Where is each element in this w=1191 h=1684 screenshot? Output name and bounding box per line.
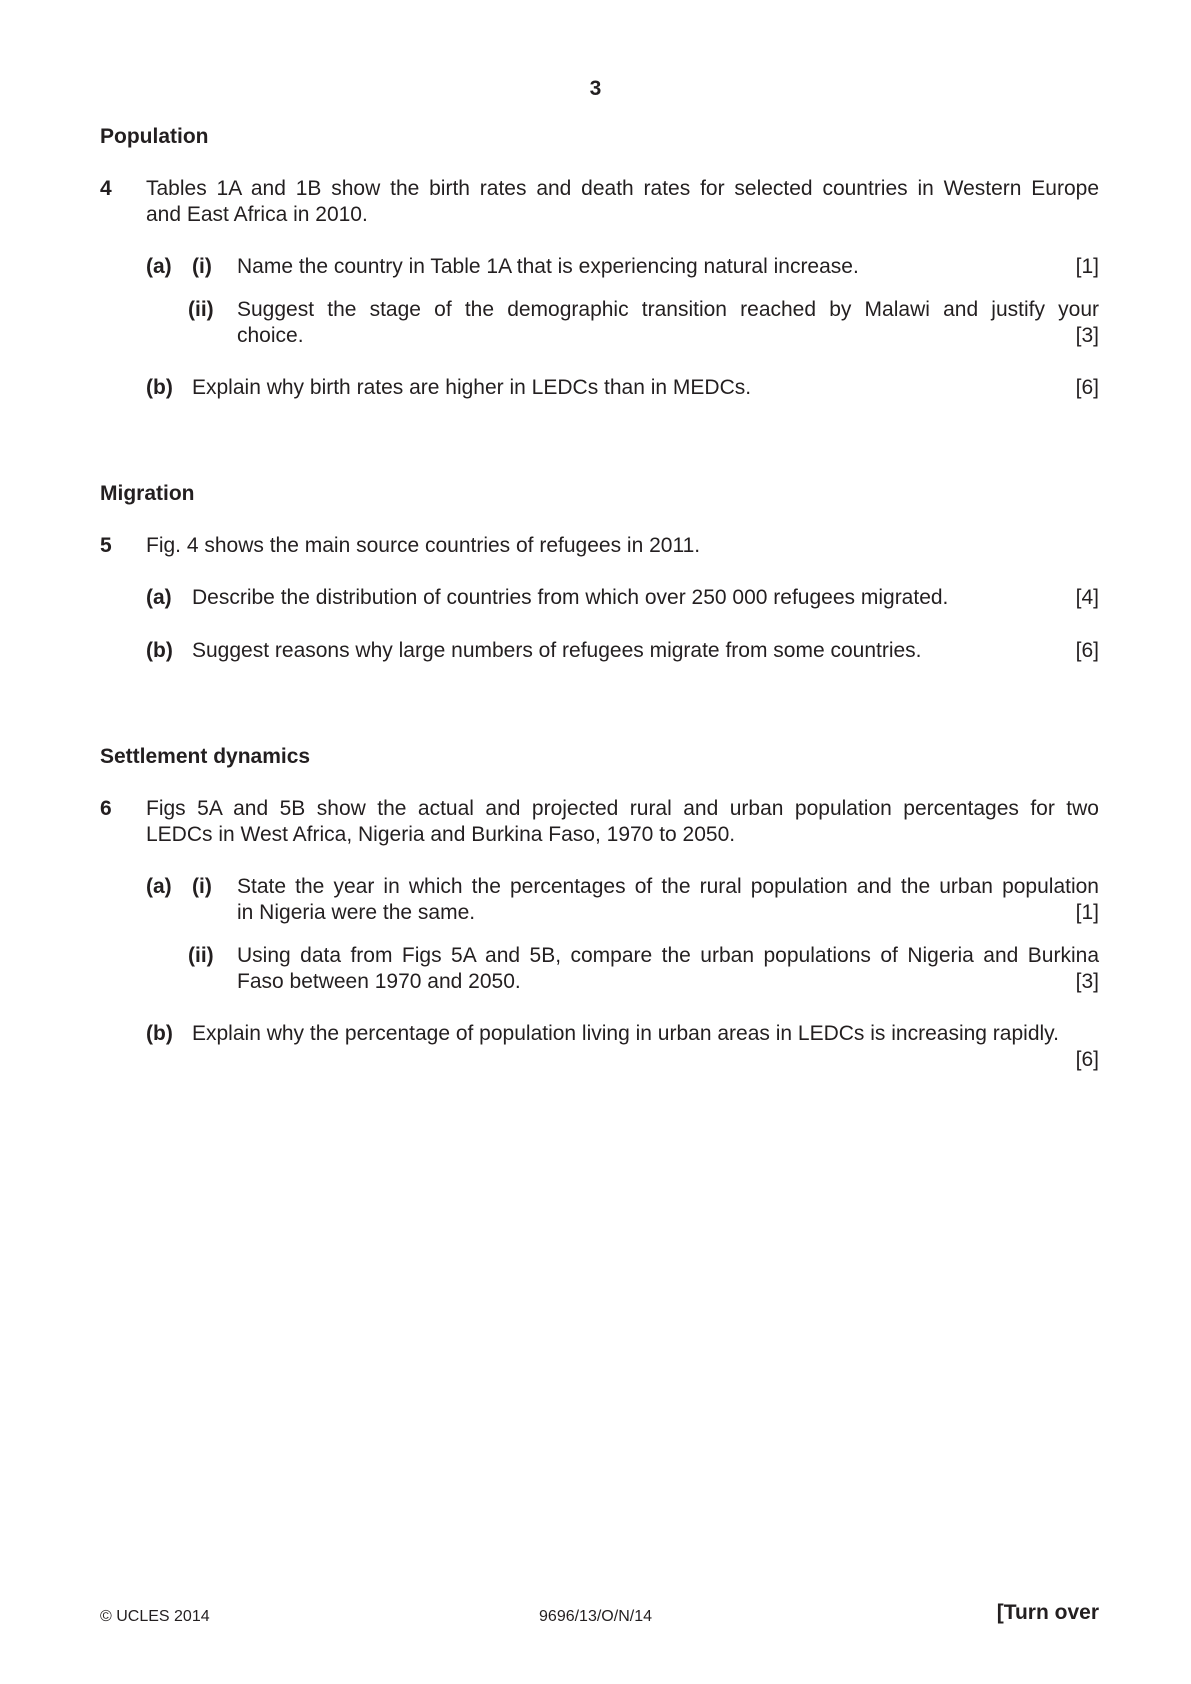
question-4a-i-marks: [1] [1075,255,1099,278]
question-number-5: 5 [100,534,112,557]
question-6-stem [146,796,1099,848]
question-4b-marks: [6] [1075,376,1099,399]
question-4b-label: (b) [146,376,173,399]
question-5-stem: Fig. 4 shows the main source countries of refugees in 2011. [146,534,701,557]
question-4a-ii-line1: Suggest the stage of the demographic transition reached by Malawi and justify your [237,298,1099,321]
question-6a-ii-line1: Using data from Figs 5A and 5B, compare the urban populations of Nigeria and Burkina [237,944,1099,967]
footer-paper-code: 9696/13/O/N/14 [539,1608,652,1625]
footer-turn-over: [Turn over [996,1601,1099,1624]
question-4a-label: (a) [146,255,172,278]
question-6-stem-line1: Figs 5A and 5B show the actual and projected rural and urban population percentages for two [146,797,1099,820]
question-4-stem [146,176,1099,228]
question-6b-text: Explain why the percentage of population living in urban areas in LEDCs is increasing rapidly. [192,1022,1059,1045]
question-6a-i-label: (i) [192,875,212,898]
question-5b-text: Suggest reasons why large numbers of refugees migrate from some countries. [192,639,922,662]
section-heading-population: Population [100,125,209,148]
question-4a-i-text: Name the country in Table 1A that is experiencing natural increase. [237,255,859,278]
question-4a-ii-line2: choice. [237,324,304,347]
question-5b-marks: [6] [1075,639,1099,662]
section-heading-settlement-dynamics: Settlement dynamics [100,745,311,768]
question-6a-i-marks: [1] [1075,901,1099,924]
question-4a-i-label: (i) [192,255,212,278]
question-6a-i-line1: State the year in which the percentages of the rural population and the urban population [237,875,1099,898]
question-4b-text: Explain why birth rates are higher in LEDCs than in MEDCs. [192,376,752,399]
page-number: 3 [589,77,602,100]
question-6b-marks: [6] [1075,1048,1099,1071]
question-4-stem-line2: and East Africa in 2010. [146,203,368,226]
question-number-6: 6 [100,797,112,820]
question-number-4: 4 [100,177,112,200]
question-6a-ii-text [237,943,1099,995]
question-6a-ii-marks: [3] [1075,970,1099,993]
question-5a-label: (a) [146,586,172,609]
question-6a-ii-label: (ii) [188,944,214,967]
question-5a-text: Describe the distribution of countries from which over 250 000 refugees migrated. [192,586,949,609]
question-5a-marks: [4] [1075,586,1099,609]
section-heading-migration: Migration [100,482,195,505]
question-6-stem-line2: LEDCs in West Africa, Nigeria and Burkina Faso, 1970 to 2050. [146,823,736,846]
question-4-stem-line1: Tables 1A and 1B show the birth rates and death rates for selected countries in Western Europe [146,177,1099,200]
question-6a-ii-line2: Faso between 1970 and 2050. [237,970,521,993]
question-4a-ii-label: (ii) [188,298,214,321]
question-4a-ii-marks: [3] [1075,324,1099,347]
question-6a-i-text [237,874,1099,926]
footer-copyright: © UCLES 2014 [100,1608,210,1625]
question-4a-ii-text [237,297,1099,349]
question-6a-label: (a) [146,875,172,898]
question-5b-label: (b) [146,639,173,662]
question-6a-i-line2: in Nigeria were the same. [237,901,476,924]
question-6b-label: (b) [146,1022,173,1045]
